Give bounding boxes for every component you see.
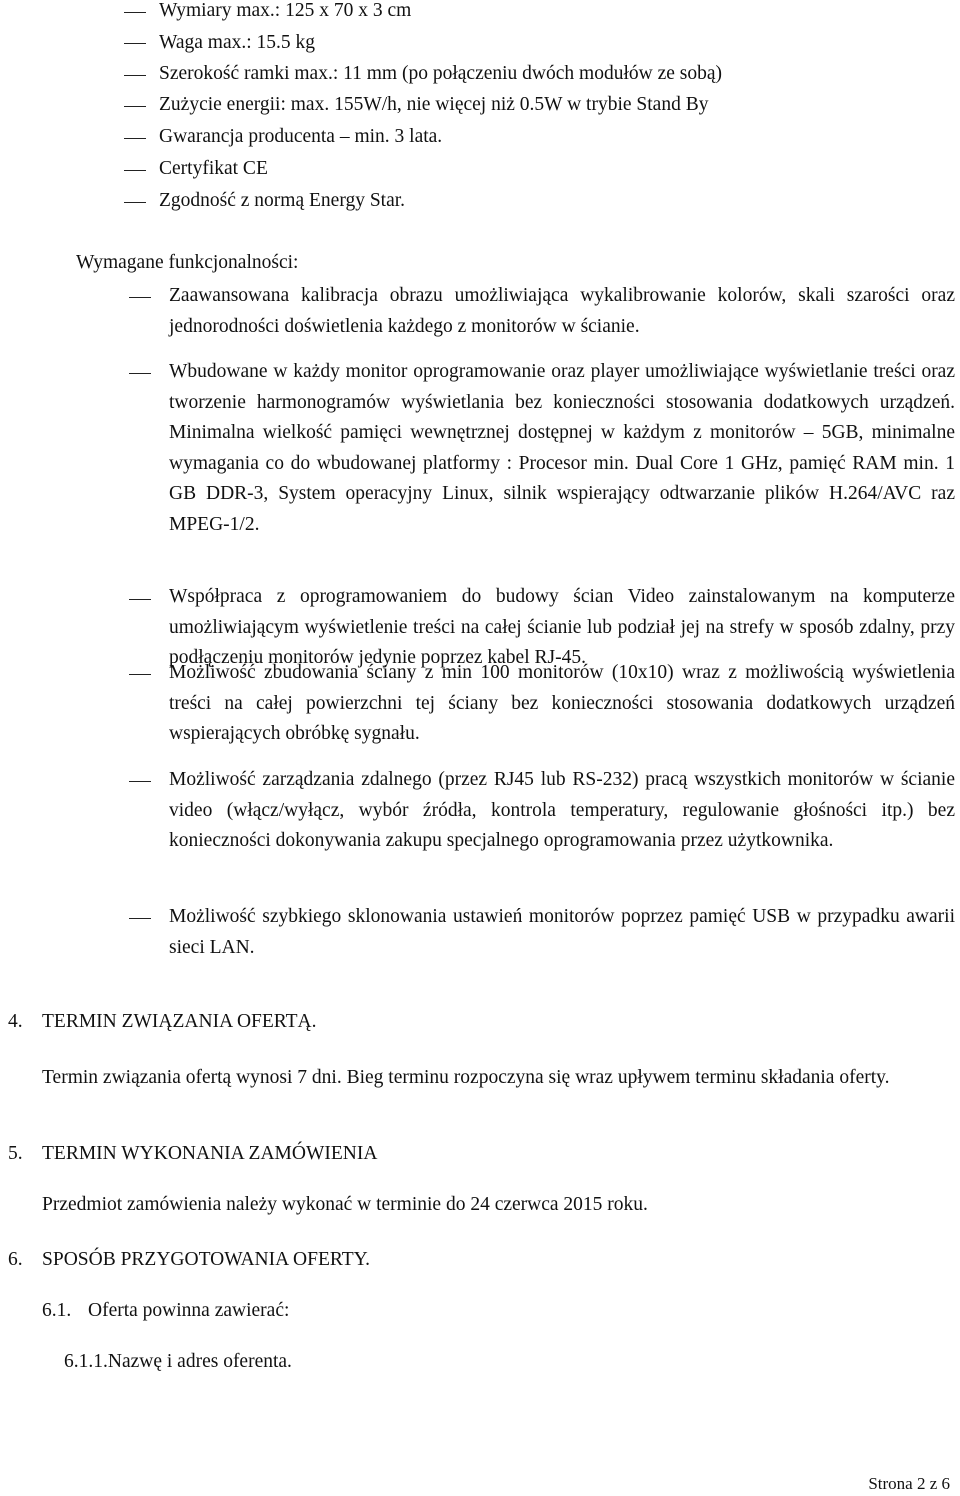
section-title: SPOSÓB PRZYGOTOWANIA OFERTY. — [42, 1249, 371, 1270]
subsubsection-text: Nazwę i adres oferenta. — [107, 1351, 292, 1372]
list-dash — [124, 106, 146, 107]
spec-item: Zużycie energii: max. 155W/h, nie więcej niż 0.5W w trybie Stand By — [159, 94, 709, 115]
section-heading — [8, 1143, 377, 1165]
subsubsection-number: 6.1.1. — [64, 1351, 108, 1372]
spec-item: Zgodność z normą Energy Star. — [159, 190, 406, 211]
section-body: Termin związania ofertą wynosi 7 dni. Bieg terminu rozpoczyna się wraz upływem terminu składania oferty. — [42, 1067, 890, 1088]
list-dash — [129, 781, 151, 782]
spec-item: Wymiary max.: 125 x 70 x 3 cm — [159, 0, 412, 21]
section-heading — [8, 1249, 370, 1271]
functionality-item: Możliwość szybkiego sklonowania ustawień monitorów poprzez pamięć USB w przypadku awarii sieci LAN. — [169, 906, 955, 958]
subsubsection — [64, 1351, 292, 1373]
subsection-text: Oferta powinna zawierać: — [88, 1300, 290, 1321]
section-number: 4. — [8, 1011, 23, 1032]
section-title: TERMIN ZWIĄZANIA OFERTĄ. — [42, 1011, 317, 1032]
section-heading — [8, 1011, 317, 1033]
section-number: 6. — [8, 1249, 23, 1270]
section-number: 5. — [8, 1143, 23, 1164]
functionality-item: Możliwość zarządzania zdalnego (przez RJ45 lub RS-232) pracą wszystkich monitorów w ścianie video (włącz/wyłącz, wybór źródła, kontrola temperatury, regulowanie głośności itp.) bez konieczności dokonywania zakupu specjalnego oprogramowania przez użytkownika. — [169, 769, 955, 851]
list-dash — [129, 373, 151, 374]
list-dash — [124, 138, 146, 139]
list-dash — [124, 75, 146, 76]
spec-item: Waga max.: 15.5 kg — [159, 32, 316, 53]
list-dash — [124, 12, 146, 13]
list-dash — [124, 202, 146, 203]
functionalities-heading: Wymagane funkcjonalności: — [76, 252, 299, 273]
list-dash — [129, 674, 151, 675]
functionality-item: Wbudowane w każdy monitor oprogramowanie oraz player umożliwiające wyświetlanie treści oraz tworzenie harmonogramów wyświetlania bez konieczności stosowania dodatkowych urządzeń. Minimalna wielkość pamięci wewnętrznej dostępnej w każdym z monitorów – 5GB, minimalne wymagania co do wbudowanej platformy : Procesor min. Dual Core 1 GHz, pamięć RAM min. 1 GB DDR-3, System operacyjny Linux, silnik wspierający odtwarzanie plików H.264/AVC raz MPEG-1/2. — [169, 361, 955, 535]
functionality-item: Zaawansowana kalibracja obrazu umożliwiająca wykalibrowanie kolorów, skali szarości oraz jednorodności doświetlenia każdego z monitorów w ścianie. — [169, 285, 955, 337]
section-body: Przedmiot zamówienia należy wykonać w terminie do 24 czerwca 2015 roku. — [42, 1194, 648, 1215]
spec-item: Certyfikat CE — [159, 158, 268, 179]
spec-item: Szerokość ramki max.: 11 mm (po połączeniu dwóch modułów ze sobą) — [159, 63, 723, 84]
list-dash — [129, 918, 151, 919]
list-dash — [129, 297, 151, 298]
list-dash — [124, 170, 146, 171]
list-dash — [124, 43, 146, 44]
functionality-item: Współpraca z oprogramowaniem do budowy ścian Video zainstalowanym na komputerze umożliwiającym wyświetlenie treści na całej ścianie lub podział jej na strefy w sposób zdalny, przy podłączeniu monitorów jedynie poprzez kabel RJ-45. — [169, 586, 955, 668]
page-number: Strona 2 z 6 — [868, 1474, 950, 1493]
subsection — [42, 1300, 289, 1322]
functionality-item: Możliwość zbudowania ściany z min 100 monitorów (10x10) wraz z możliwością wyświetlenia treści na całej powierzchni tej ściany bez konieczności stosowania dodatkowych urządzeń wspierających obróbkę sygnału. — [169, 662, 955, 744]
list-dash — [129, 599, 151, 600]
spec-item: Gwarancja producenta – min. 3 lata. — [159, 126, 443, 147]
subsection-number: 6.1. — [42, 1300, 72, 1321]
section-title: TERMIN WYKONANIA ZAMÓWIENIA — [42, 1143, 378, 1164]
